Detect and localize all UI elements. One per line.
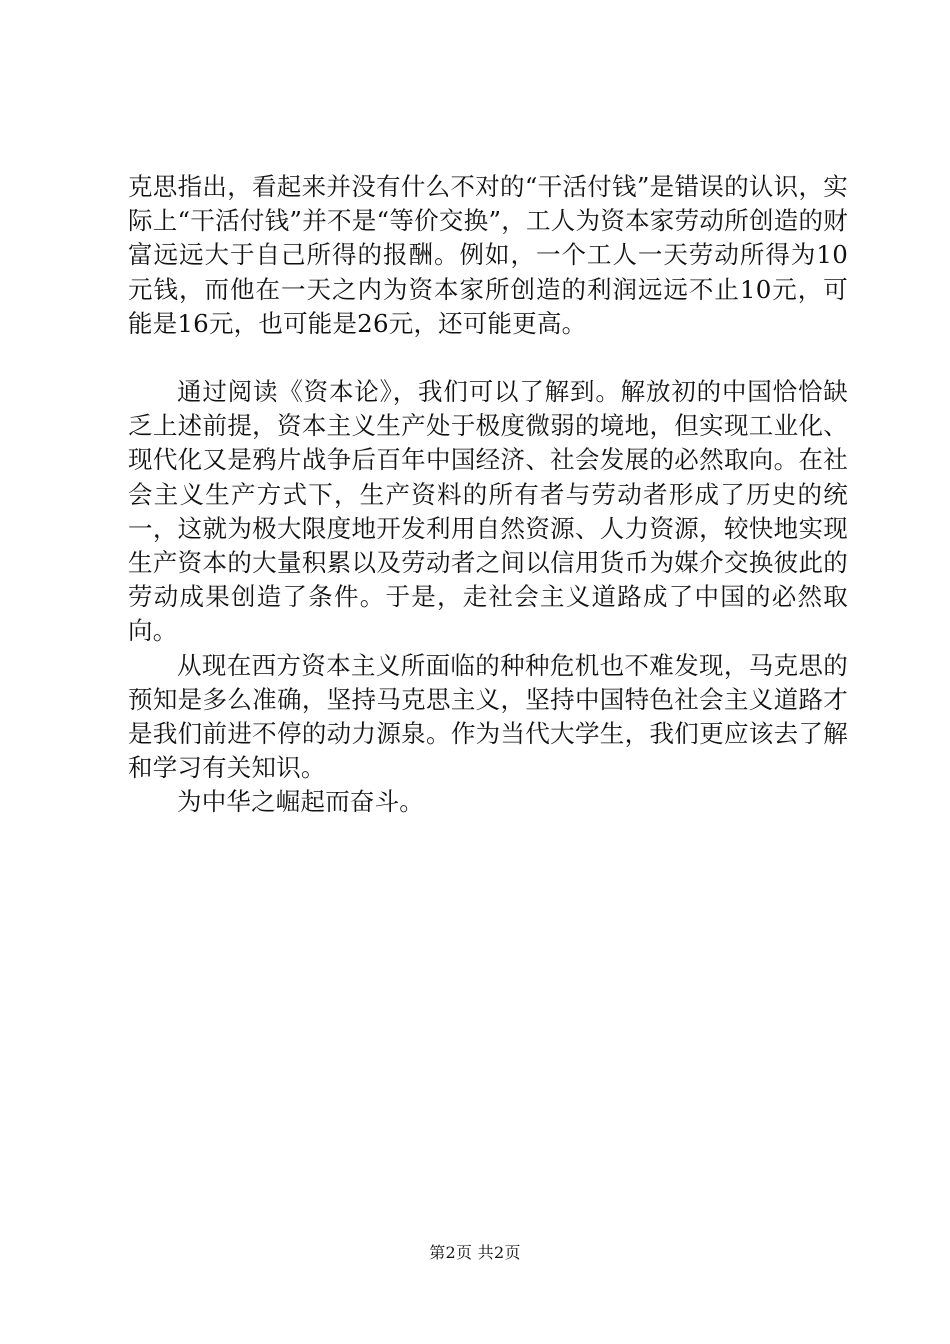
document-body (128, 170, 848, 820)
paragraph-2: 通过阅读《资本论》，我们可以了解到。解放初的中国恰恰缺乏上述前提，资本主义生产处于极度微弱的境地，但实现工业化、现代化又是鸦片战争后百年中国经济、社会发展的必然取向。在社会主义生产方式下，生产资料的所有者与劳动者形成了历史的统一，这就为极大限度地开发利用自然资源、人力资源，较快地实现生产资本的大量积累以及劳动者之间以信用货币为媒介交换彼此的劳动成果创造了条件。于是，走社会主义道路成了中国的必然取向。 (128, 377, 848, 646)
paragraph-1: 克思指出，看起来并没有什么不对的“干活付钱”是错误的认识，实际上“干活付钱”并不是“等价交换”，工人为资本家劳动所创造的财富远远大于自己所得的报酬。例如，一个工人一天劳动所得为10元钱，而他在一天之内为资本家所创造的利润远远不止10元，可能是16元，也可能是26元，还可能更高。 (128, 172, 848, 338)
paragraph-spacer (128, 341, 848, 375)
page-number: 第2页 共2页 (429, 1243, 521, 1262)
paragraph-4: 为中华之崛起而奋斗。 (177, 787, 424, 817)
page-footer (0, 1243, 950, 1263)
paragraph-3: 从现在西方资本主义所面临的种种危机也不难发现，马克思的预知是多么准确，坚持马克思主义，坚持中国特色社会主义道路才是我们前进不停的动力源泉。作为当代大学生，我们更应该去了解和学习有关知识。 (128, 650, 848, 783)
